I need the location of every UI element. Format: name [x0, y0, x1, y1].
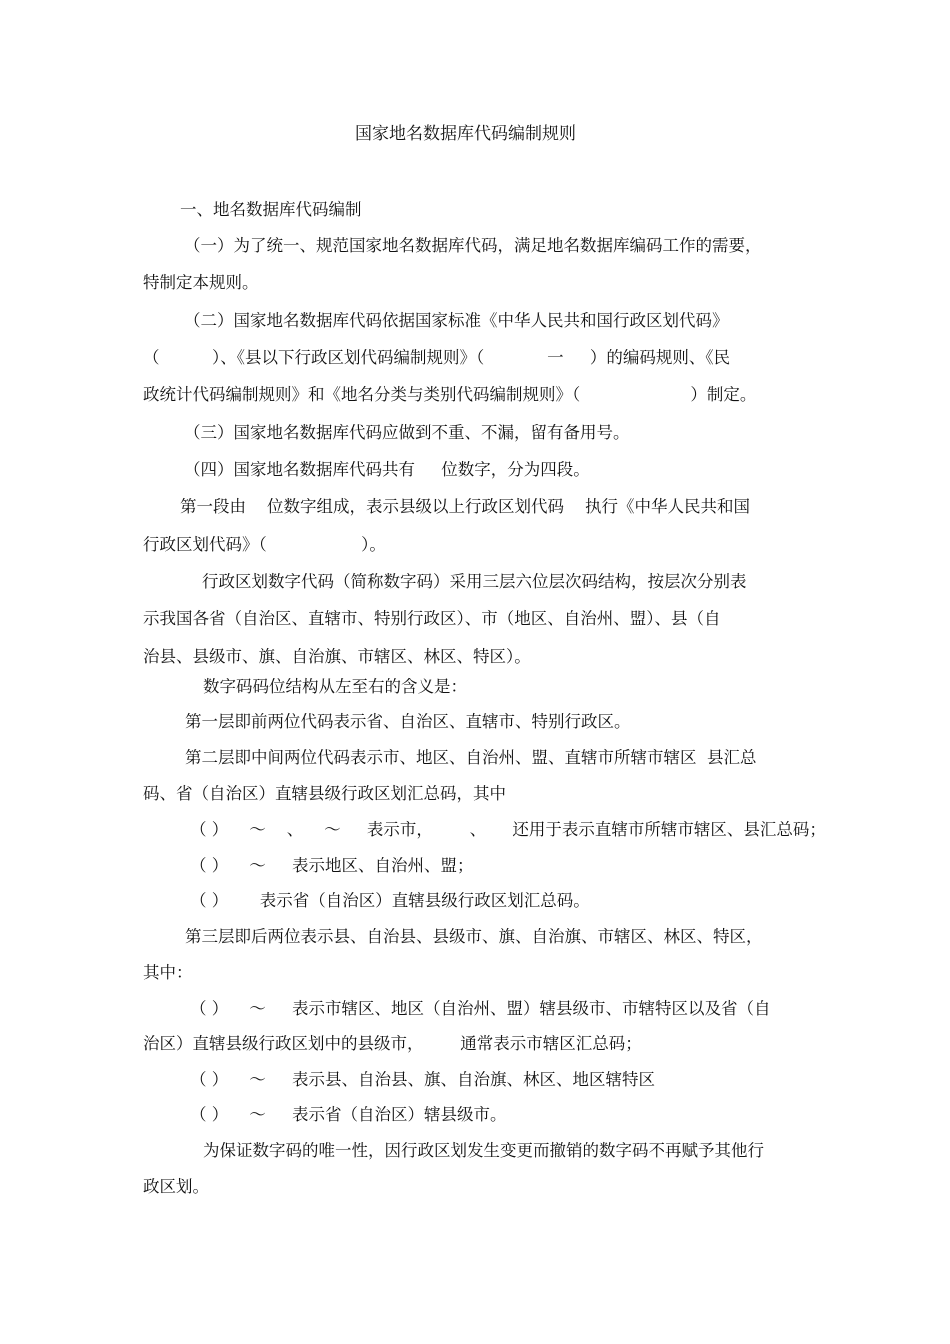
paragraph-line: （ ） ～ 、 ～ 表示市， 、 还用于表示直辖市所辖市辖区、县汇总码；: [190, 820, 826, 839]
paragraph-line: 政区划。: [143, 1177, 209, 1196]
paragraph-line: 政统计代码编制规则》和《地名分类与类别代码编制规则》（ ）制定。: [143, 385, 757, 404]
paragraph-line: （ ） 表示省（自治区）直辖县级行政区划汇总码。: [190, 891, 590, 910]
paragraph-line: 行政区划数字代码（简称数字码）采用三层六位层次码结构，按层次分别表: [202, 572, 747, 591]
paragraph-line: 第一层即前两位代码表示省、自治区、直辖市、特别行政区。: [185, 712, 631, 731]
paragraph-line: 第二层即中间两位代码表示市、地区、自治州、盟、直辖市所辖市辖区 县汇总: [185, 748, 757, 767]
paragraph-line: （ ） ～ 表示地区、自治州、盟；: [190, 856, 474, 875]
paragraph-line: （一）为了统一、规范国家地名数据库代码，满足地名数据库编码工作的需要，: [184, 236, 762, 255]
paragraph-line: 码、省（自治区）直辖县级行政区划汇总码，其中: [143, 784, 506, 803]
paragraph-line: （ ） ～ 表示县、自治县、旗、自治旗、林区、地区辖特区: [190, 1070, 655, 1089]
document-title: 国家地名数据库代码编制规则: [355, 124, 576, 144]
paragraph-line: 治县、县级市、旗、自治旗、市辖区、林区、特区）。: [143, 647, 531, 666]
paragraph-line: （三）国家地名数据库代码应做到不重、不漏，留有备用号。: [184, 423, 630, 442]
paragraph-line: 示我国各省（自治区、直辖市、特别行政区）、市（地区、自治州、盟）、县（自: [143, 609, 721, 628]
paragraph-line: （ ） ～ 表示省（自治区）辖县级市。: [190, 1105, 507, 1124]
paragraph-line: 第一段由 位数字组成，表示县级以上行政区划代码 执行《中华人民共和国: [180, 497, 750, 516]
paragraph-line: （二）国家地名数据库代码依据国家标准《中华人民共和国行政区划代码》: [184, 311, 729, 330]
paragraph-line: （ ）、《县以下行政区划代码编制规则》（ 一 ）的编码规则、《民: [143, 348, 731, 367]
paragraph-line: （ ） ～ 表示市辖区、地区（自治州、盟）辖县级市、市辖特区以及省（自: [190, 999, 771, 1018]
paragraph-line: 特制定本规则。: [143, 273, 259, 292]
paragraph-line: 为保证数字码的唯一性，因行政区划发生变更而撤销的数字码不再赋予其他行: [203, 1141, 764, 1160]
paragraph-line: 数字码码位结构从左至右的含义是：: [203, 677, 467, 696]
paragraph-line: （四）国家地名数据库代码共有 位数字，分为四段。: [184, 460, 590, 479]
paragraph-line: 行政区划代码》（ ）。: [143, 535, 386, 554]
section-heading: 一、地名数据库代码编制: [180, 200, 362, 219]
paragraph-line: 其中：: [143, 963, 193, 982]
paragraph-line: 第三层即后两位表示县、自治县、县级市、旗、自治旗、市辖区、林区、特区，: [185, 927, 763, 946]
paragraph-line: 治区）直辖县级行政区划中的县级市， 通常表示市辖区汇总码；: [143, 1034, 642, 1053]
